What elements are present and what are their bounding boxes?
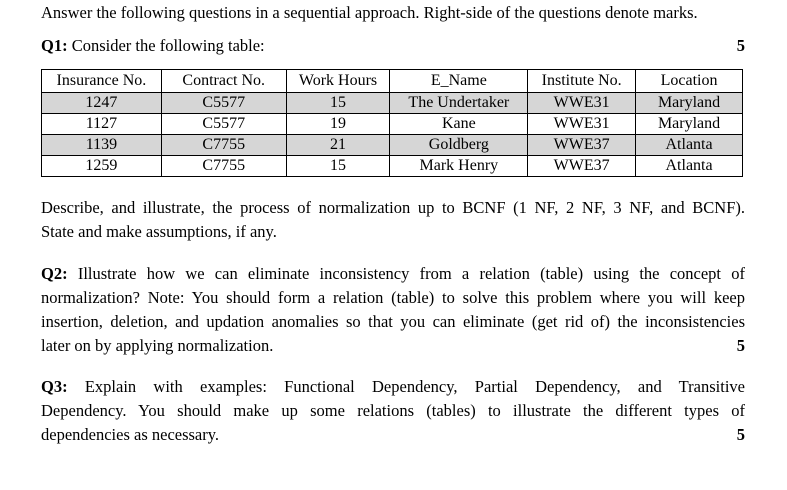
table-row	[42, 156, 743, 177]
q1-description-line: State and make assumptions, if any.	[41, 222, 277, 241]
q2-paragraph	[41, 262, 745, 358]
q1-text: Consider the following table:	[67, 36, 265, 55]
table-cell: C5577	[161, 93, 286, 114]
table-header-cell: Contract No.	[161, 70, 286, 93]
q2-line: normalization? Note: You should form a relation (table) to solve this problem where you will keep	[41, 288, 745, 307]
q2-line-text: later on by applying normalization.	[41, 336, 274, 355]
table-cell: 21	[286, 135, 390, 156]
q3-paragraph	[41, 375, 745, 447]
table-header-cell: Location	[636, 70, 743, 93]
table-cell: WWE31	[528, 93, 636, 114]
q1-marks: 5	[736, 36, 745, 55]
table-header-cell: Work Hours	[286, 70, 390, 93]
q2-line-text: Illustrate how we can eliminate inconsistency from a relation (table) using the concept of	[67, 264, 745, 283]
q3-line-text: dependencies as necessary.	[41, 425, 220, 444]
q2-line	[41, 334, 745, 358]
table-cell: 19	[286, 114, 390, 135]
table-cell: C5577	[161, 114, 286, 135]
q2-marks: 5	[736, 336, 745, 355]
table-cell: 1259	[42, 156, 162, 177]
table-cell: Mark Henry	[390, 156, 528, 177]
table-cell: The Undertaker	[390, 93, 528, 114]
insurance-table	[41, 69, 743, 177]
table-cell: WWE31	[528, 114, 636, 135]
table-cell: 1247	[42, 93, 162, 114]
table-cell: C7755	[161, 156, 286, 177]
table-row	[42, 93, 743, 114]
table-header-cell: Insurance No.	[42, 70, 162, 93]
table-cell: Kane	[390, 114, 528, 135]
q3-line	[41, 375, 745, 399]
table-cell: Atlanta	[636, 135, 743, 156]
q1-label: Q1:	[41, 36, 68, 55]
table-cell: 1127	[42, 114, 162, 135]
table-row	[42, 114, 743, 135]
q1-description-line: Describe, and illustrate, the process of normalization up to BCNF (1 NF, 2 NF, 3 NF, and BCNF).	[41, 198, 745, 217]
table-cell: 15	[286, 93, 390, 114]
table-cell: Maryland	[636, 93, 743, 114]
table-header-cell: E_Name	[390, 70, 528, 93]
q2-line: insertion, deletion, and updation anomalies so that you can eliminate (get rid of) the inconsistencies	[41, 312, 745, 331]
q3-marks: 5	[736, 425, 745, 444]
table-cell: Goldberg	[390, 135, 528, 156]
table-cell: C7755	[161, 135, 286, 156]
q3-label: Q3:	[41, 377, 68, 396]
q2-line	[41, 262, 745, 286]
instructions-text: Answer the following questions in a sequential approach. Right-side of the questions denote marks.	[41, 3, 698, 22]
q3-line: Dependency. You should make up some relations (tables) to illustrate the different types of	[41, 401, 745, 420]
q3-line	[41, 423, 745, 447]
table-cell: WWE37	[528, 135, 636, 156]
q1-description	[41, 196, 745, 244]
table-cell: WWE37	[528, 156, 636, 177]
q3-line-text: Explain with examples: Functional Dependency, Partial Dependency, and Transitive	[67, 377, 745, 396]
q1-heading	[41, 35, 745, 57]
table-cell: Atlanta	[636, 156, 743, 177]
table-row	[42, 135, 743, 156]
table-cell: Maryland	[636, 114, 743, 135]
q2-label: Q2:	[41, 264, 68, 283]
table-cell: 1139	[42, 135, 162, 156]
table-header-row	[42, 70, 743, 93]
table-header-cell: Institute No.	[528, 70, 636, 93]
table-cell: 15	[286, 156, 390, 177]
